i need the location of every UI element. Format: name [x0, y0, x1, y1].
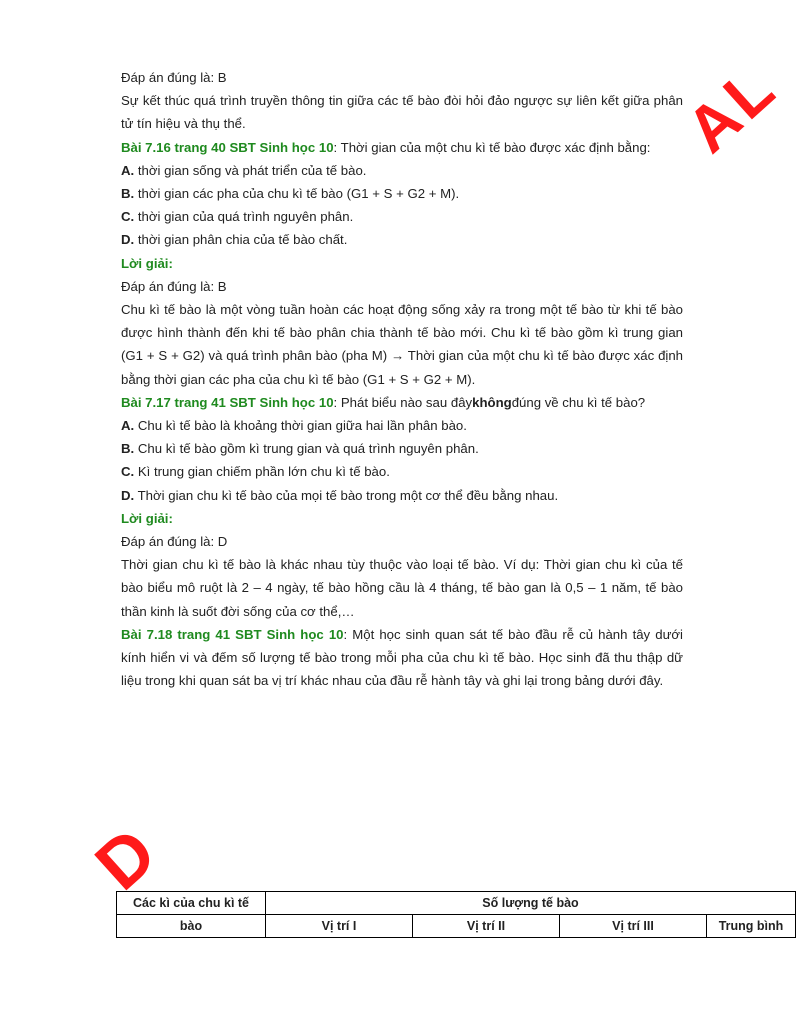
question-label: Bài 7.17 trang 41 SBT Sinh học 10: [121, 394, 334, 410]
option-d: D. thời gian phân chia của tế bào chất.: [121, 232, 348, 248]
option-c: C. Kì trung gian chiếm phần lớn chu kì tế bào.: [121, 464, 390, 480]
question-7-17: Bài 7.17 trang 41 SBT Sinh học 10: Phát biểu nào sau đâykhôngđúng về chu kì tế bào?: [121, 394, 646, 410]
answer-line: Đáp án đúng là: B: [121, 278, 227, 294]
option-c: C. thời gian của quá trình nguyên phân.: [121, 209, 354, 225]
question-text: : Một học sinh quan sát tế bào đầu rễ củ hành tây dưới kính hiển vi và đếm số lượng tế bào trong mỗi pha của chu kì tế bào. Học sinh đã thu thập dữ liệu trong khi quan sát ba vị trí khác nhau của đầu rễ hành tây và ghi lại trong bảng dưới đây.: [121, 626, 683, 689]
watermark-top-right: AL: [672, 50, 791, 167]
emphasis-text: không: [472, 394, 512, 410]
question-7-16: [121, 136, 683, 159]
cell-count-table: [116, 891, 796, 938]
table-header-position-2: Vị trí II: [413, 915, 560, 938]
table-header-phase: Các kì của chu kì tế: [117, 892, 266, 915]
table-header-position-3: Vị trí III: [560, 915, 707, 938]
watermark-bottom-left: D: [80, 812, 171, 905]
explanation-paragraph: Thời gian chu kì tế bào là khác nhau tùy thuộc vào loại tế bào. Ví dụ: Thời gian chu kì của tế bào biểu mô ruột là 2 – 4 ngày, tế bào hồng cầu là 4 tháng, tế bào gan là 0,5 – 1 năm, tế bào thần kinh là suốt đời sống của cơ thể,…: [121, 557, 683, 619]
question-label: Bài 7.18 trang 41 SBT Sinh học 10: [121, 626, 344, 642]
question-label: Bài 7.16 trang 40 SBT Sinh học 10: [121, 139, 334, 155]
option-a: A. thời gian sống và phát triển của tế bào.: [121, 162, 367, 178]
solution-heading: Lời giải:: [121, 255, 173, 271]
explanation-paragraph: Sự kết thúc quá trình truyền thông tin giữa các tế bào đòi hỏi đảo ngược sự liên kết giữa phân tử tín hiệu và thụ thể.: [121, 93, 683, 132]
answer-line: Đáp án đúng là: B: [121, 70, 227, 85]
table-header-cell-count: Số lượng tế bào: [266, 892, 796, 915]
question-7-18: [121, 623, 683, 693]
option-d: D. Thời gian chu kì tế bào của mọi tế bào trong một cơ thể đều bằng nhau.: [121, 487, 559, 503]
option-b: B. thời gian các pha của chu kì tế bào (G1 + S + G2 + M).: [121, 186, 460, 202]
table-header-position-1: Vị trí I: [266, 915, 413, 938]
option-a: A. Chu kì tế bào là khoảng thời gian giữa hai lần phân bào.: [121, 418, 467, 434]
document-body: [121, 66, 683, 692]
table-header-phase-cont: bào: [117, 915, 266, 938]
explanation-paragraph: Chu kì tế bào là một vòng tuần hoàn các hoạt động sống xảy ra trong một tế bào từ khi tế bào được hình thành đến khi tế bào phân chia thành tế bào mới. Chu kì tế bào gồm kì trung gian (G1 + S + G2) và quá trình phân bào (pha M) → Thời gian của một chu kì tế bào được xác định bằng thời gian các pha của chu kì tế bào (G1 + S + G2 + M).: [121, 302, 683, 387]
question-text: : Thời gian của một chu kì tế bào được xác định bằng:: [333, 139, 651, 155]
solution-heading: Lời giải:: [121, 510, 173, 526]
answer-line: Đáp án đúng là: D: [121, 534, 228, 550]
option-b: B. Chu kì tế bào gồm kì trung gian và quá trình nguyên phân.: [121, 441, 479, 457]
table-header-average: Trung bình: [707, 915, 796, 938]
